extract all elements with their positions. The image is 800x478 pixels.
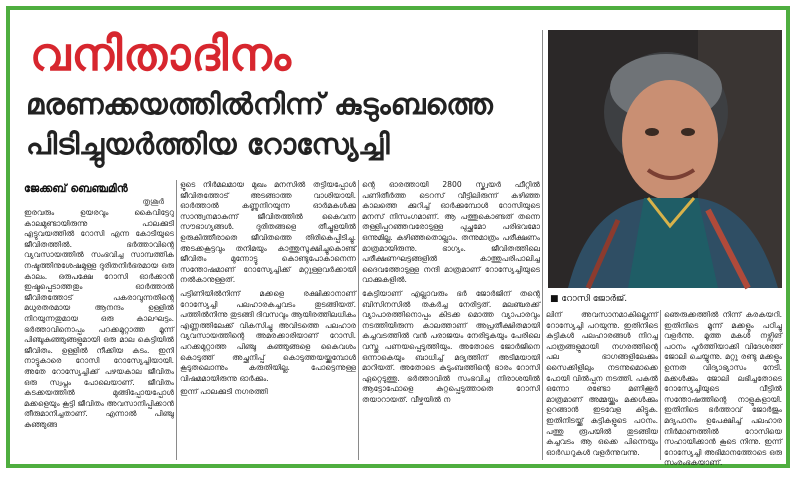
column-divider bbox=[660, 310, 661, 460]
photo-caption bbox=[550, 292, 780, 306]
caption-bullet: ■ bbox=[550, 294, 562, 304]
paragraph: ളുടെ നിർമലമായ മുഖം മനസിൽ തട്ടിയപ്പോൾ ജീവിതത്തോട് അടങ്ങാത്ത വാശിയായി. ഓർത്താൽ കണ്ണുനിറയുന്ന ഓർമകൾക്കു സാന്ത്വനമാകുന്ന് ജീവിതത്തിൽ കൈവന്ന സൗഭാഗ്യങ്ങൾ. ദുരിതങ്ങളെ തീച്ചൂളയിൽ ഉരുകിത്തീരാതെ ജീവിതത്തെ തിരികെപ്പിടിച്ചു. അടക്കകൂട്ടവും തനിമയും കാത്തുസൂക്ഷിച്ചുകൊണ്ട് ജീവിതം മുന്നോട്ടു കൊണ്ടുപോകാനെന്ന സന്തോഷമാണ് റോസ്യേച്ചിക്ക് മറ്റുള്ളവർക്കായി നൽകാനുള്ളത്. bbox=[180, 180, 356, 285]
page-title: വനിതാദിനം bbox=[30, 27, 292, 81]
article-column-1 bbox=[24, 208, 174, 458]
portrait-illustration bbox=[548, 30, 782, 288]
headline: മരണക്കയത്തിൽനിന്ന് കുടുംബത്തെ പിടിച്ചുയർത്തിയ റോസ്യേച്ചി bbox=[26, 87, 493, 161]
paragraph: ഞെരുക്കത്തിൽ നിന്ന് കരകയറി. ഇതിനിടെ മൂന്ന് മക്കളും പഠിച്ചു വളർന്നു. മൂത്ത മകൾ നഴ്സിങ് പഠനം പൂർത്തിയാക്കി വിദേശത്ത് ജോലി ചെയ്യുന്നു. മറ്റു രണ്ടു മക്കളും ഉന്നത വിദ്യാഭ്യാസം നേടി. മക്കൾക്കും ജോലി ലഭിച്ചതോടെ റോസ്യേച്ചിയുടെ വീട്ടിൽ സന്തോഷത്തിന്റെ നാളുകളായി. ഇതിനിടെ ഭർത്താവ് ജോർജും മദ്യപാനം ഉപേക്ഷിച്ച് പലഹാര നിർമാണത്തിൽ റോസിയെ സഹായിക്കാൻ കൂടെ നിന്നു. ഇന്ന് റോസ്യേച്ചി അഭിമാനത്തോടെ ഒരു സംരംഭകയാണ്. bbox=[664, 310, 782, 468]
paragraph: കേട്ടിയാണ് എല്ലാവരും ഭർ ജോർജിന് തന്റെ ബിസിനസിൽ തകർച്ച നേരിട്ടത്. മലഞ്ചരക്ക് വ്യാപാരത്തിനൊപ്പം കിടക്ക മൊത്ത വ്യാപാരവും നടത്തിയിരുന്ന കാലത്താണ് അപ്രതീക്ഷിതമായി കച്ചവടത്തിൽ വൻ പരാജയം നേരിടുകയും പേരിലെ വസ്തു പണയപ്പെടുത്തിയും. അതോടെ ജോർജിനെ ഒന്നാകെയും ബാധിച്ച് മദ്യത്തിന് അടിമയായി മാറിയത്. അതോടെ കുടുംബത്തിന്റെ ഭാരം റോസി ഏറ്റെടുത്തു. ഭർത്താവിൽ സംഭവിച്ച നിരാശയിൽ ആട്ടോഫോളെ കുറ്റപ്പെടുത്താതെ റോസി തയാറായത്. വീഴ്ചയിൽ ന bbox=[362, 288, 540, 404]
paragraph: ലിന് അവസാനമാകില്ലെന്ന് റോസ്യേച്ചി പറയുന്നു. ഇതിനിടെ കുട്ടികൾ പലഹാരങ്ങൾ നിറച്ച പാത്രങ്ങളുമായി നഗരത്തിന്റെ പല ഭാഗങ്ങളിലേക്കും സൈക്കിളിലും നടന്നുമൊക്കെ പോയി വിൽപ്പന നടത്തി. പകൽ ഒന്നോ രണ്ടോ മണിക്കൂർ മാത്രമാണ് അമ്മയ്ക്കും മക്കൾക്കും ഉറങ്ങാൻ ഇടവേള കിട്ടുക. ഇതിനിടയ്ക്ക് കുട്ടികളുടെ പഠനം. പത്തു രൂപയിൽ തുടങ്ങിയ കച്ചവടം ആ ഒക്കെ പിന്നെയും ഓർഡറുകൾ വളർന്നുവന്നു. bbox=[546, 310, 658, 457]
paragraph: ഇരവരും ഉയരവും കൈവിട്ടേറു കാലമുണ്ടായിരുന്നു പാലക്കുടി എട്ടുവയത്തിൽ റോസി എന്ന കോടിയുടെ ജീവിതത്തിൽ. ഭർത്താവിന്റെ വ്യവസായത്തിൽ സംഭവിച്ച സാമ്പത്തിക നഷ്ടത്തിനുശേഷമുള്ള ദുരിതനിർഭരമായ ഒരു കാലം. ഒരുപക്ഷേ റോസി ഓർക്കാൻ ഇഷ്ടപ്പെടാത്തതും ഓർത്താൽ ജീവിതത്തോട് പകരാവുന്നതിന്റെ മധുരതരമായ ആനന്ദം ഉള്ളിൽ നിറയുന്നതുമായ ഒരു കാലഘട്ടം. ഭർത്താവിനൊപ്പം പറക്കമുറ്റാത്ത മൂന്ന് പിഞ്ചുകുഞ്ഞുങ്ങളുമായി ഒരു മാല കെട്ടിയിൽ ജീവിതം. ഉള്ളിൽ നീക്കിയ കടം. ഇനി നാട്ടുകാരെ റോസി റോസ്യേച്ചിയായി. അതേ റോസ്യേച്ചിക്ക് പഴയകാല ജീവിതം ഒരു സ്വപ്നം പോലെയാണ്. ജീവിതം കടക്കയത്തിൽ മുങ്ങിപ്പോയപ്പോൾ മക്കളെയും കൂട്ടി ജീവിതം അവസാനിപ്പിക്കാൻ തീരുമാനിച്ചതാണ്. എന്നാൽ പിഞ്ചു കുഞ്ഞുങ്ങ bbox=[24, 208, 174, 429]
article-column-2 bbox=[180, 180, 356, 458]
column-divider bbox=[358, 180, 359, 460]
article-column-3 bbox=[362, 180, 540, 458]
paragraph: ഇന്ന് പാലക്കുടി നഗരത്തി bbox=[180, 387, 268, 397]
byline-author: ജേക്കബ് ബെഞ്ചമിൻ bbox=[24, 182, 128, 195]
article-column-4 bbox=[546, 310, 658, 458]
column-divider bbox=[542, 30, 543, 460]
paragraph: ന്റെ ഓരത്തായി 2800 സ്ക്വയർ ഫീറ്റിൽ പണിതീർത്ത ടെറസ് വീട്ടിലിരുന്ന് കഴിഞ്ഞ കാലത്തെ ക്കുറിച്ച് ഓർക്കുമ്പോൾ റോസിയുടെ മനസ് നിസംഗമാണ്. ആ പത്തുകൊണ്ടത് തന്നെ തള്ളിപ്പറഞ്ഞവരോടുള്ള പുച്ഛമോ പരിഭവമോ ഒന്നുമില്ല. കഴിഞ്ഞതൊല്ലാം. തന്നുമാത്രം പരീക്ഷണം മാത്രമായിരുന്നു. ഭാഗ്യം. ജീവിതത്തിലെ പരീക്ഷണഘട്ടങ്ങളിൽ കാത്തുപരിപാലിച്ച ദൈവത്തോടുള്ള നന്ദി മാത്രമാണ് റോസ്യേച്ചിയുടെ വാക്കുകളിൽ. bbox=[362, 180, 540, 285]
caption-text: റോസി ജോർജ്. bbox=[561, 294, 628, 304]
paragraph: പട്ടിണിയിൽനിന്ന് മക്കളെ രക്ഷിക്കാനാണ് റോസ്യേച്ചി പലഹാരകച്ചവടം തുടങ്ങിയത്. പത്തിൽനിന്നു തുടങ്ങി ദിവസവും ആയിരത്തിലധികം എണ്ണത്തിലേക്ക് വികസിച്ചു അവിടത്തെ പലഹാര വ്യവസായത്തിന്റെ അമരക്കാരിയാണ് റോസി. പറക്കമുറ്റാത്ത പിഞ്ചു കുഞ്ഞുങ്ങളെ കൈവശം കൊടുത്ത് അച്ഛനിപ്പ് കൊടുത്തയയ്ക്കുമ്പോൾ കൂടുതലൊന്നും കരുതിയില്ല. പോട്ടെന്നുള്ള വിഷമമായിരുന്നു ഓർക്കും. bbox=[180, 288, 356, 383]
byline-place: തൃശൂർ bbox=[142, 197, 164, 206]
article-column-5 bbox=[664, 310, 782, 468]
column-divider bbox=[176, 180, 177, 460]
portrait-photo bbox=[548, 30, 782, 288]
byline bbox=[24, 182, 204, 208]
